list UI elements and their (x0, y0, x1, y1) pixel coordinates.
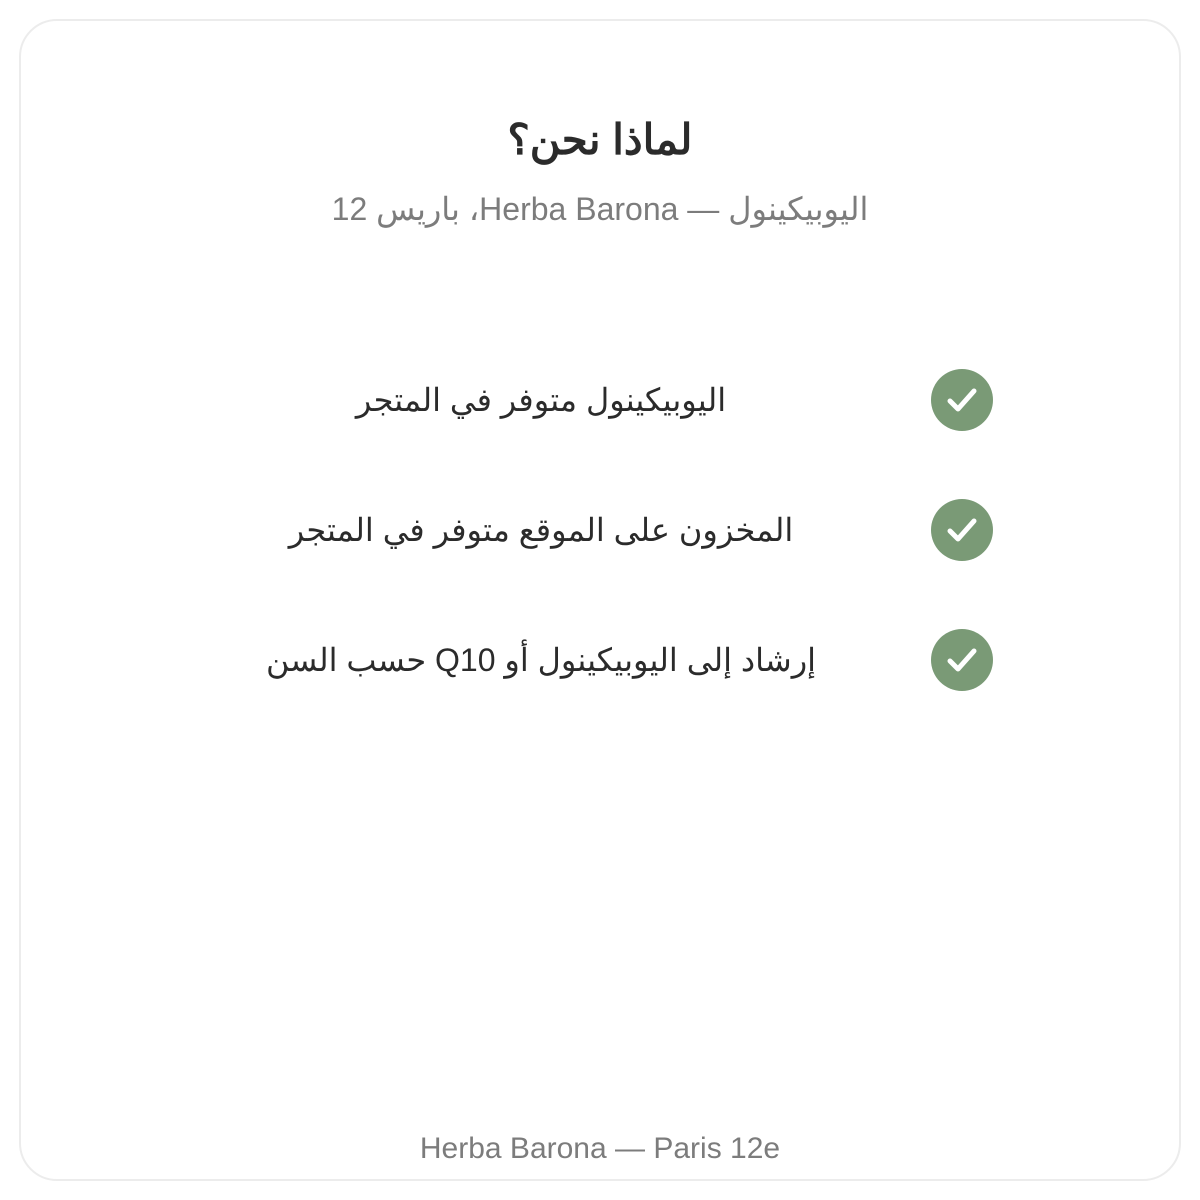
footer-text: Herba Barona — Paris 12e (419, 1132, 781, 1165)
feature-text: اليوبيكينول متوفر في المتجر (355, 382, 727, 418)
check-circle-icon (931, 629, 993, 691)
info-card (19, 19, 1181, 1181)
feature-item (21, 629, 1179, 691)
feature-item (21, 369, 1179, 431)
page-subtitle: اليوبيكينول — Herba Barona، باريس 12 (331, 191, 869, 227)
check-circle-icon (931, 369, 993, 431)
feature-item (21, 499, 1179, 561)
page-title: لماذا نحن؟ (507, 116, 693, 163)
feature-text: إرشاد إلى اليوبيكينول أو Q10 حسب السن (265, 642, 817, 678)
check-circle-icon (931, 499, 993, 561)
feature-text: المخزون على الموقع متوفر في المتجر (288, 512, 794, 548)
feature-list (21, 21, 1179, 1179)
